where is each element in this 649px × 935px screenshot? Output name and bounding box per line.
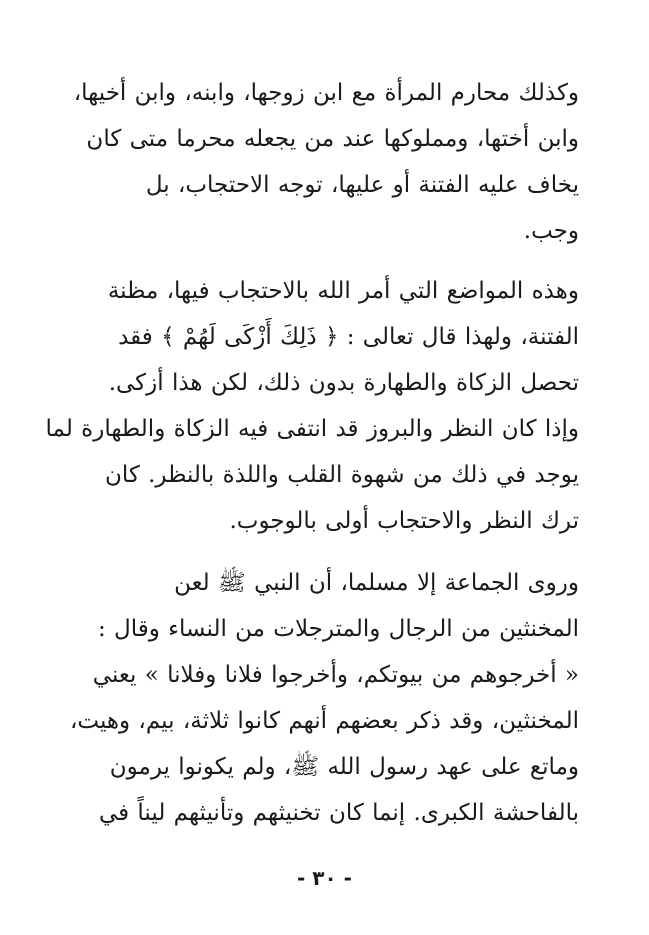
text-line: المخنثين من الرجال والمترجلات من النساء وقال : <box>97 616 579 642</box>
body-text <box>45 70 579 836</box>
text-line: يوجد في ذلك من شهوة القلب واللذة بالنظر. كان <box>104 462 579 488</box>
text-line: وماتع على عهد رسول الله ﷺ، ولم يكونوا يرمون <box>109 754 579 780</box>
text-line: « أخرجوهم من بيوتكم، وأخرجوا فلانا وفلانا » يعني <box>92 662 579 688</box>
paragraph-1 <box>70 70 579 254</box>
text-line: يخاف عليه الفتنة أو عليها، توجه الاحتجاب، بل <box>145 172 579 198</box>
text-line: وابن أختها، ومملوكها عند من يجعله محرما متى كان <box>86 126 579 152</box>
text-line: وجب. <box>523 218 579 244</box>
paragraph-2 <box>45 268 579 544</box>
text-line: وكذلك محارم المرأة مع ابن زوجها، وابنه، وابن أخيها، <box>73 80 579 106</box>
text-line: تحصل الزكاة والطهارة بدون ذلك، لكن هذا أزكى. <box>108 370 579 396</box>
text-line: وروى الجماعة إلا مسلما، أن النبي ﷺ لعن <box>174 570 579 596</box>
paragraph-3 <box>70 560 579 836</box>
text-line: وإذا كان النظر والبروز قد انتفى فيه الزكاة والطهارة لما <box>45 416 579 442</box>
page-number: - ٣٠ - <box>297 866 352 890</box>
text-line: وهذه المواضع التي أمر الله بالاحتجاب فيها، مظنة <box>107 278 579 304</box>
text-line: بالفاحشة الكبرى. إنما كان تخنيثهم وتأنيثهم ليناً في <box>98 800 579 826</box>
paragraph-gap <box>70 544 579 560</box>
text-line: ترك النظر والاحتجاب أولى بالوجوب. <box>229 508 579 534</box>
text-line: الفتنة، ولهذا قال تعالى : ﴿ ذَلِكَ أَزْكَى لَهُمْ ﴾ فقد <box>118 324 579 350</box>
paragraph-gap <box>70 254 579 268</box>
text-line: المخنثين، وقد ذكر بعضهم أنهم كانوا ثلاثة، بيم، وهيت، <box>69 708 579 734</box>
